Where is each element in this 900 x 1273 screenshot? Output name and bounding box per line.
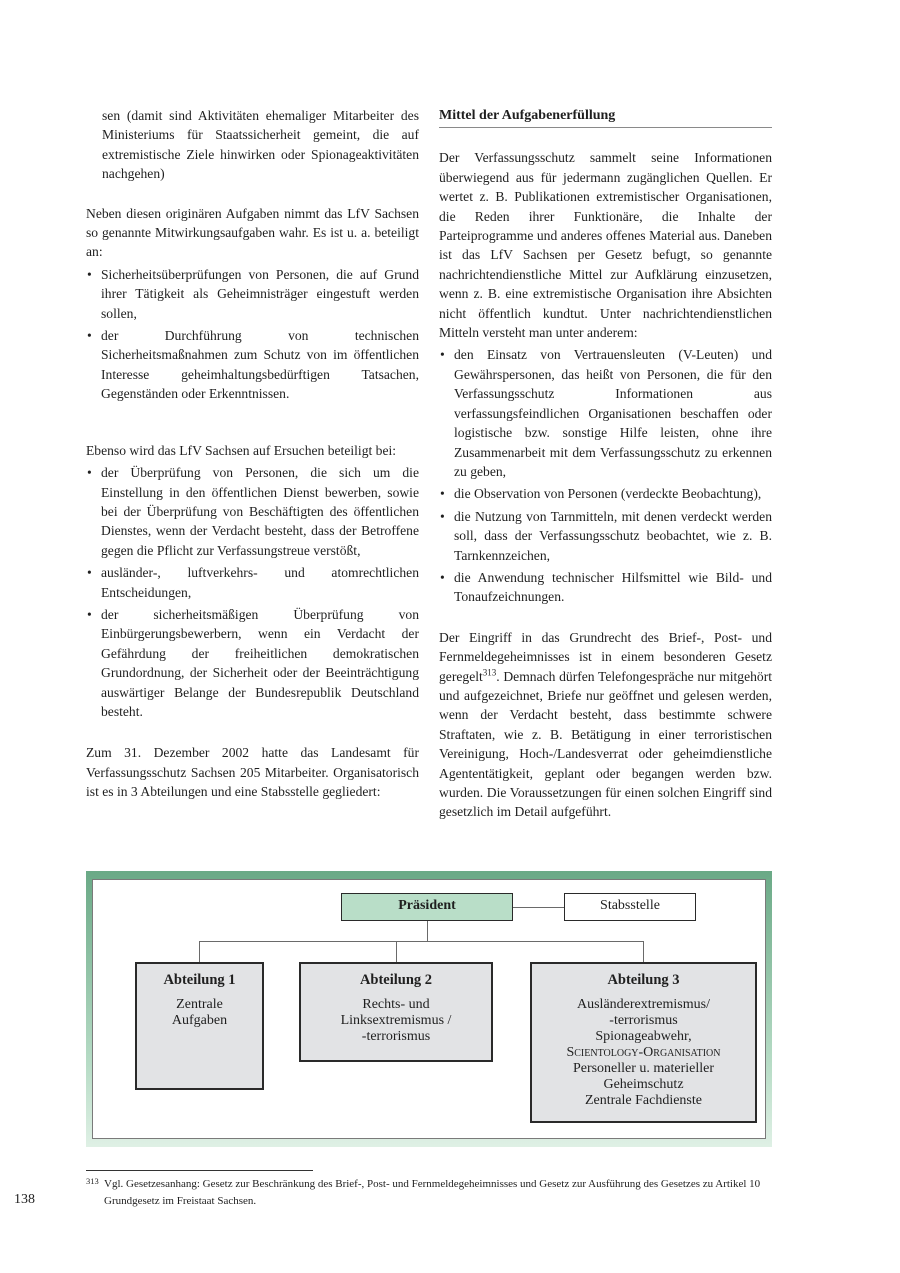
list-item: • die Anwendung technischer Hilfsmittel wie Bild- und Tonaufzeichnungen.	[439, 568, 772, 607]
president-box: Präsident	[341, 893, 513, 921]
list-item: • ausländer-, luftverkehrs- und atomrechtlichen Entscheidungen,	[86, 563, 419, 602]
department-line: -terrorismus	[361, 1029, 431, 1044]
footnote-divider	[86, 1170, 313, 1171]
department-line: Personeller u. materieller	[572, 1061, 715, 1076]
paragraph-part: . Demnach dürfen Telefongespräche nur mitgehört und aufgezeichnet, Briefe nur geöffnet und gelesen werden, wenn der Verdacht besteht, dass bestimmte schwere Straftaten, wie z. B. Betätigung in einer terroristischen Vereinigung, Hoch-/Landesverrat oder geheimdienstliche Agententätigkeit, geplant oder begangen werden bzw. wurden. Die Voraussetzungen für einen solchen Eingriff sind gesetzlich im Detail aufgeführt.	[439, 668, 772, 820]
connector-line	[513, 907, 564, 908]
footnote-reference[interactable]: 313	[482, 667, 497, 678]
left-column	[86, 106, 419, 802]
footnote-text: Vgl. Gesetzesanhang: Gesetz zur Beschränkung des Brief-, Post- und Fernmeldegeheimnisses und Gesetz zur Ausführung des Gesetzes zu Artikel 10 Grundgesetz im Freistaat Sachsen.	[104, 1178, 761, 1207]
department-line: -terrorismus	[609, 1013, 678, 1028]
section-heading: Mittel der Aufgabenerfüllung	[439, 106, 772, 128]
list-item: • der Durchführung von technischen Sicherheitsmaßnahmen zum Schutz von im öffentlichen Interesse geheimhaltungsbedürftigen Tatsachen, Gegenständen oder Erkenntnissen.	[86, 326, 419, 404]
continuation-text: sen (damit sind Aktivitäten ehemaliger Mitarbeiter des Ministeriums für Staatssicherheit gemeint, die auf extremistische Ziele hinwirken oder Spionageaktivitäten nachgehen)	[102, 108, 419, 182]
list-item: • der sicherheitsmäßigen Überprüfung von Einbürgerungsbewerbern, wenn ein Verdacht der Gefährdung der freiheitlichen demokratischen Grundordnung, der Sicherheit oder der Beeinträchtigung auswärtiger Belange der Bundesrepublik Deutschland besteht.	[86, 605, 419, 721]
paragraph: Der Verfassungsschutz sammelt seine Informationen überwiegend aus für jedermann zugänglichen Quellen. Er wertet z. B. Publikationen extremistischer Organisationen, die Reden ihrer Funktionäre, die Inhalte der Parteiprogramme und anderes offenes Material aus. Daneben ist das LfV Sachsen per Gesetz befugt, so genannte nachrichtendienstliche Mittel zur Aufklärung einzusetzen, wenn z. B. eine extremistische Organisation ihre Absichten nicht öffentlich kundtut. Unter nachrichtendienstlichen Mitteln versteht man unter anderem:	[439, 150, 772, 341]
list-item: • die Nutzung von Tarnmitteln, mit denen verdeckt werden soll, dass der Verfassungsschutz beobachtet, wie z. B. Tarnkennzeichen,	[439, 507, 772, 565]
footnote	[86, 1176, 776, 1210]
department-line: Geheimschutz	[603, 1077, 684, 1092]
bullet-list	[439, 345, 772, 606]
staff-unit-box: Stabsstelle	[564, 893, 696, 921]
org-chart	[86, 871, 772, 1147]
paragraph: Zum 31. Dezember 2002 hatte das Landesamt für Verfassungsschutz Sachsen 205 Mitarbeiter. Organisatorisch ist es in 3 Abteilungen und eine Stabsstelle gegliedert:	[86, 745, 419, 800]
department-2-box	[299, 962, 493, 1062]
department-line: Ausländerextremismus/	[577, 997, 710, 1012]
paragraph: Neben diesen originären Aufgaben nimmt das LfV Sachsen so genannte Mitwirkungsaufgaben wahr. Es ist u. a. beteiligt an:	[86, 205, 419, 260]
department-line: Zentrale	[176, 997, 223, 1012]
bullet-list	[86, 265, 419, 404]
connector-line	[199, 941, 644, 942]
connector-line	[643, 941, 644, 962]
connector-line	[396, 941, 397, 962]
page-number: 138	[14, 1192, 35, 1207]
department-line: Zentrale Fachdienste	[584, 1093, 702, 1108]
org-chart-panel	[92, 879, 766, 1139]
paragraph	[439, 628, 772, 822]
department-line: Linksextremismus /	[340, 1013, 452, 1028]
department-1-box	[135, 962, 264, 1090]
connector-line	[199, 941, 200, 962]
department-line: Aufgaben	[171, 1013, 228, 1028]
bullet-list	[86, 463, 419, 721]
department-line: Spionageabwehr,	[595, 1029, 692, 1044]
department-title: Abteilung 2	[359, 972, 433, 988]
list-item: • der Überprüfung von Personen, die sich um die Einstellung in den öffentlichen Dienst bewerben, sowie bei der Überprüfung von Beschäftigten des öffentlichen Dienstes, wenn der Verdacht besteht, dass der Betroffene gegen die Pflicht zur Verfassungstreue verstößt,	[86, 463, 419, 560]
department-line: Rechts- und	[362, 997, 430, 1012]
connector-line	[427, 921, 428, 942]
footnote-number: 313	[86, 1176, 99, 1186]
right-column	[439, 106, 772, 822]
list-item: • den Einsatz von Vertrauensleuten (V-Leuten) und Gewährspersonen, das heißt von Personen, die für den Verfassungsschutz Informationen aus verfassungsfeindlichen Organisationen beschaffen oder logistische bzw. sonstige Hilfe leisten, ohne ihre Zusammenarbeit mit dem Verfassungsschutz zu erkennen zu geben,	[439, 345, 772, 481]
paragraph-part: Der Eingriff in das Grundrecht des Brief-, Post- und Fernmeldegeheimnisses ist in einem besonderen Gesetz geregelt	[439, 629, 772, 684]
department-title: Abteilung 3	[607, 972, 680, 988]
list-item: • die Observation von Personen (verdeckte Beobachtung),	[439, 484, 772, 503]
department-line: Scientology-Organisation	[566, 1045, 721, 1060]
department-title: Abteilung 1	[163, 972, 236, 988]
department-3-box	[530, 962, 757, 1123]
list-item: • Sicherheitsüberprüfungen von Personen, die auf Grund ihrer Tätigkeit als Geheimnisträger eingestuft werden sollen,	[86, 265, 419, 323]
paragraph: Ebenso wird das LfV Sachsen auf Ersuchen beteiligt bei:	[86, 442, 397, 458]
